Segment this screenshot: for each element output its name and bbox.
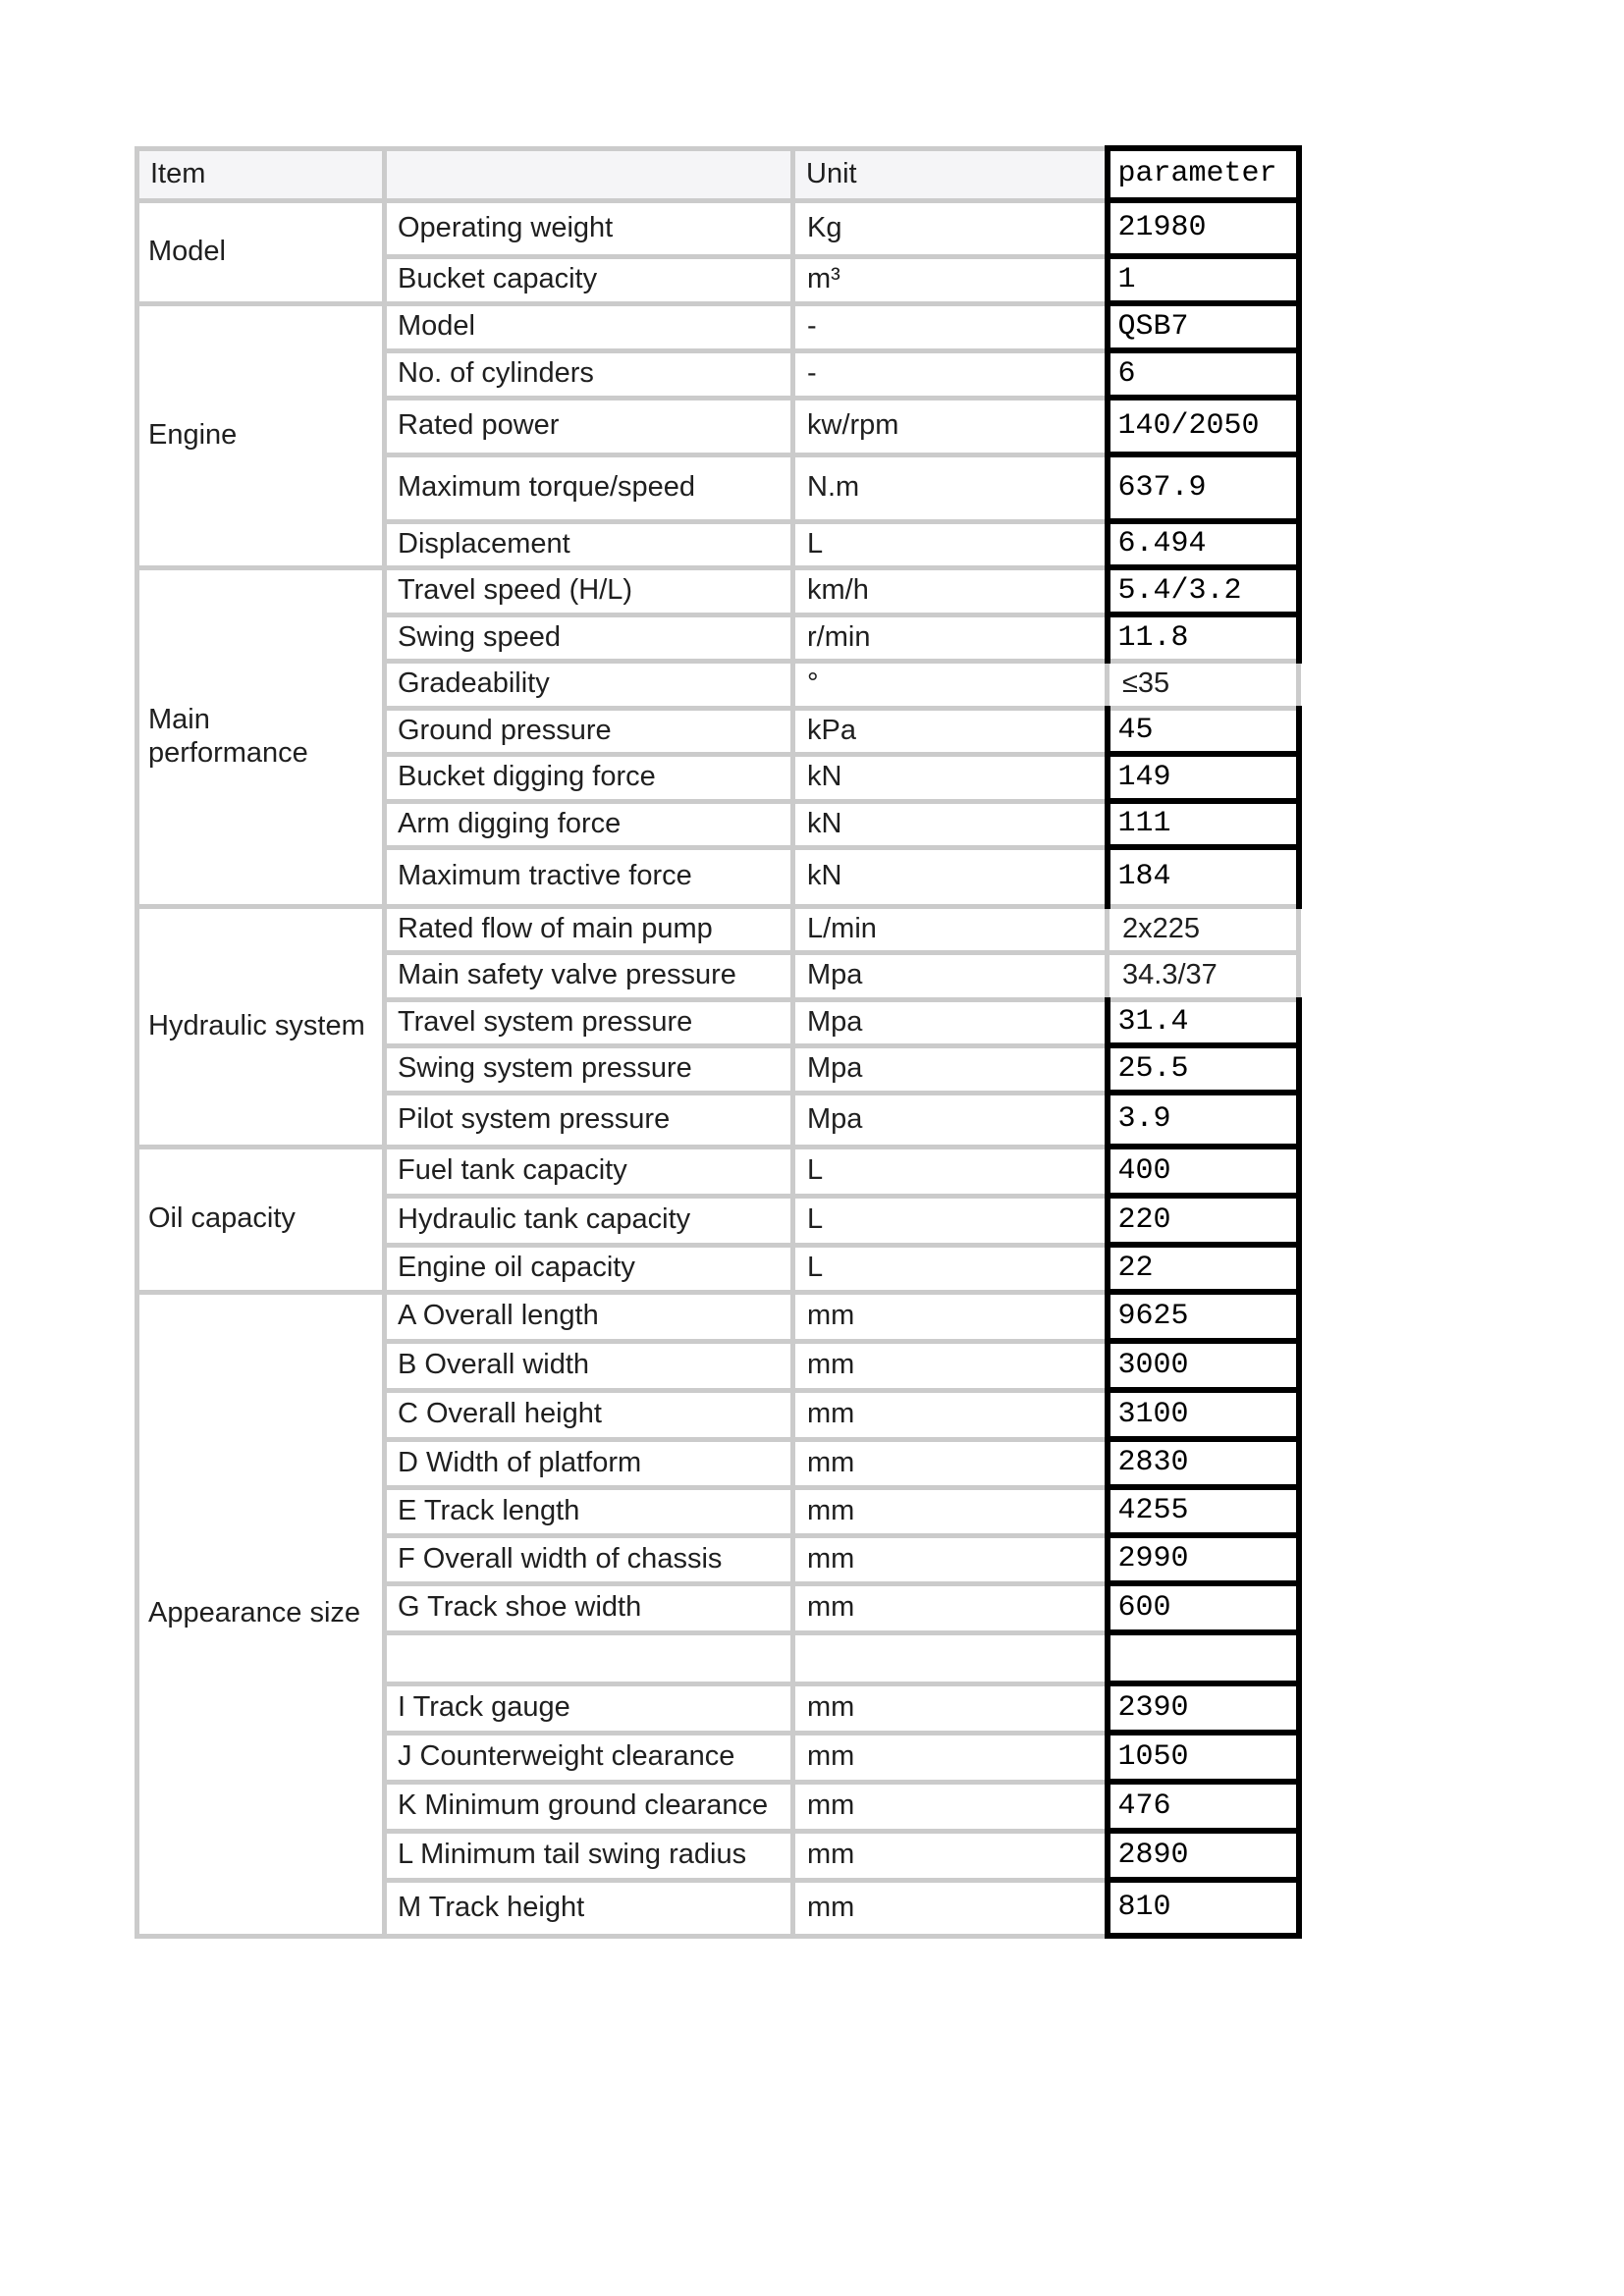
header-unit: Unit (793, 148, 1108, 200)
spec-label-cell: Arm digging force (385, 801, 793, 847)
unit-cell: Mpa (793, 1045, 1108, 1093)
spec-label-cell: L Minimum tail swing radius (385, 1831, 793, 1880)
unit-cell: N.m (793, 454, 1108, 521)
header-parameter: parameter (1108, 148, 1299, 200)
parameter-cell: 31.4 (1108, 999, 1299, 1045)
parameter-cell (1108, 1632, 1299, 1683)
parameter-cell: 220 (1108, 1196, 1299, 1245)
unit-cell: kN (793, 754, 1108, 801)
spec-label-cell (385, 1632, 793, 1683)
unit-cell: mm (793, 1535, 1108, 1583)
parameter-cell: 1 (1108, 256, 1299, 303)
spec-label-cell: Ground pressure (385, 708, 793, 754)
spec-label-cell: Model (385, 303, 793, 350)
unit-cell: mm (793, 1341, 1108, 1390)
parameter-cell: 34.3/37 (1108, 952, 1299, 999)
unit-cell: mm (793, 1583, 1108, 1632)
table-row (137, 1292, 1299, 1341)
unit-cell: - (793, 350, 1108, 398)
unit-cell: mm (793, 1683, 1108, 1733)
spec-label-cell: Fuel tank capacity (385, 1147, 793, 1196)
unit-cell: mm (793, 1831, 1108, 1880)
unit-cell: km/h (793, 567, 1108, 614)
specifications-table (135, 145, 1302, 1939)
parameter-cell: 140/2050 (1108, 398, 1299, 454)
spec-label-cell: Maximum torque/speed (385, 454, 793, 521)
parameter-cell: 6.494 (1108, 521, 1299, 567)
parameter-cell: 5.4/3.2 (1108, 567, 1299, 614)
parameter-cell: 21980 (1108, 200, 1299, 256)
parameter-cell: 149 (1108, 754, 1299, 801)
spec-label-cell: G Track shoe width (385, 1583, 793, 1632)
header-blank (385, 148, 793, 200)
unit-cell: mm (793, 1880, 1108, 1936)
parameter-cell: ≤35 (1108, 661, 1299, 708)
parameter-cell: 22 (1108, 1245, 1299, 1292)
unit-cell: kw/rpm (793, 398, 1108, 454)
spec-label-cell: Main safety valve pressure (385, 952, 793, 999)
unit-cell: r/min (793, 614, 1108, 661)
parameter-cell: 2890 (1108, 1831, 1299, 1880)
unit-cell: mm (793, 1782, 1108, 1831)
spec-label-cell: Swing system pressure (385, 1045, 793, 1093)
unit-cell: mm (793, 1733, 1108, 1782)
spec-label-cell: E Track length (385, 1487, 793, 1535)
table-row (137, 906, 1299, 952)
parameter-cell: QSB7 (1108, 303, 1299, 350)
parameter-cell: 3100 (1108, 1390, 1299, 1439)
unit-cell: Mpa (793, 952, 1108, 999)
spec-label-cell: Displacement (385, 521, 793, 567)
spec-label-cell: K Minimum ground clearance (385, 1782, 793, 1831)
spec-table-body (137, 200, 1299, 1936)
parameter-cell: 184 (1108, 847, 1299, 906)
spec-label-cell: Operating weight (385, 200, 793, 256)
spec-label-cell: J Counterweight clearance (385, 1733, 793, 1782)
spec-label-cell: Hydraulic tank capacity (385, 1196, 793, 1245)
header-item: Item (137, 148, 385, 200)
parameter-cell: 2x225 (1108, 906, 1299, 952)
table-row (137, 303, 1299, 350)
parameter-cell: 4255 (1108, 1487, 1299, 1535)
spec-label-cell: Maximum tractive force (385, 847, 793, 906)
parameter-cell: 2830 (1108, 1439, 1299, 1487)
spec-label-cell: I Track gauge (385, 1683, 793, 1733)
category-cell: Model (137, 200, 385, 303)
spec-label-cell: M Track height (385, 1880, 793, 1936)
parameter-cell: 11.8 (1108, 614, 1299, 661)
unit-cell: ° (793, 661, 1108, 708)
unit-cell: - (793, 303, 1108, 350)
spec-label-cell: Bucket capacity (385, 256, 793, 303)
unit-cell: mm (793, 1487, 1108, 1535)
unit-cell: Mpa (793, 999, 1108, 1045)
spec-label-cell: Swing speed (385, 614, 793, 661)
unit-cell: L/min (793, 906, 1108, 952)
spec-label-cell: Travel system pressure (385, 999, 793, 1045)
unit-cell: mm (793, 1390, 1108, 1439)
unit-cell: kPa (793, 708, 1108, 754)
category-cell: Engine (137, 303, 385, 567)
unit-cell: kN (793, 801, 1108, 847)
parameter-cell: 476 (1108, 1782, 1299, 1831)
unit-cell: mm (793, 1439, 1108, 1487)
parameter-cell: 637.9 (1108, 454, 1299, 521)
category-cell: Oil capacity (137, 1147, 385, 1292)
parameter-cell: 810 (1108, 1880, 1299, 1936)
header-row (137, 148, 1299, 200)
unit-cell: mm (793, 1292, 1108, 1341)
parameter-cell: 3.9 (1108, 1093, 1299, 1147)
spec-label-cell: Pilot system pressure (385, 1093, 793, 1147)
parameter-cell: 45 (1108, 708, 1299, 754)
spec-label-cell: D Width of platform (385, 1439, 793, 1487)
parameter-cell: 600 (1108, 1583, 1299, 1632)
parameter-cell: 2390 (1108, 1683, 1299, 1733)
spec-label-cell: Rated flow of main pump (385, 906, 793, 952)
spec-label-cell: A Overall length (385, 1292, 793, 1341)
spec-label-cell: Engine oil capacity (385, 1245, 793, 1292)
parameter-cell: 25.5 (1108, 1045, 1299, 1093)
category-cell: Main performance (137, 567, 385, 906)
unit-cell: L (793, 521, 1108, 567)
spec-label-cell: Travel speed (H/L) (385, 567, 793, 614)
spec-label-cell: Gradeability (385, 661, 793, 708)
spec-label-cell: F Overall width of chassis (385, 1535, 793, 1583)
parameter-cell: 6 (1108, 350, 1299, 398)
unit-cell (793, 1632, 1108, 1683)
unit-cell: L (793, 1147, 1108, 1196)
spec-label-cell: Bucket digging force (385, 754, 793, 801)
unit-cell: Kg (793, 200, 1108, 256)
parameter-cell: 2990 (1108, 1535, 1299, 1583)
category-cell: Appearance size (137, 1292, 385, 1936)
spec-sheet-page (135, 145, 1302, 1939)
parameter-cell: 111 (1108, 801, 1299, 847)
parameter-cell: 3000 (1108, 1341, 1299, 1390)
spec-label-cell: C Overall height (385, 1390, 793, 1439)
parameter-cell: 1050 (1108, 1733, 1299, 1782)
unit-cell: L (793, 1245, 1108, 1292)
table-row (137, 1147, 1299, 1196)
unit-cell: kN (793, 847, 1108, 906)
table-row (137, 567, 1299, 614)
category-cell: Hydraulic system (137, 906, 385, 1147)
unit-cell: L (793, 1196, 1108, 1245)
unit-cell: m³ (793, 256, 1108, 303)
parameter-cell: 9625 (1108, 1292, 1299, 1341)
table-row (137, 200, 1299, 256)
unit-cell: Mpa (793, 1093, 1108, 1147)
parameter-cell: 400 (1108, 1147, 1299, 1196)
spec-label-cell: No. of cylinders (385, 350, 793, 398)
spec-label-cell: Rated power (385, 398, 793, 454)
spec-label-cell: B Overall width (385, 1341, 793, 1390)
